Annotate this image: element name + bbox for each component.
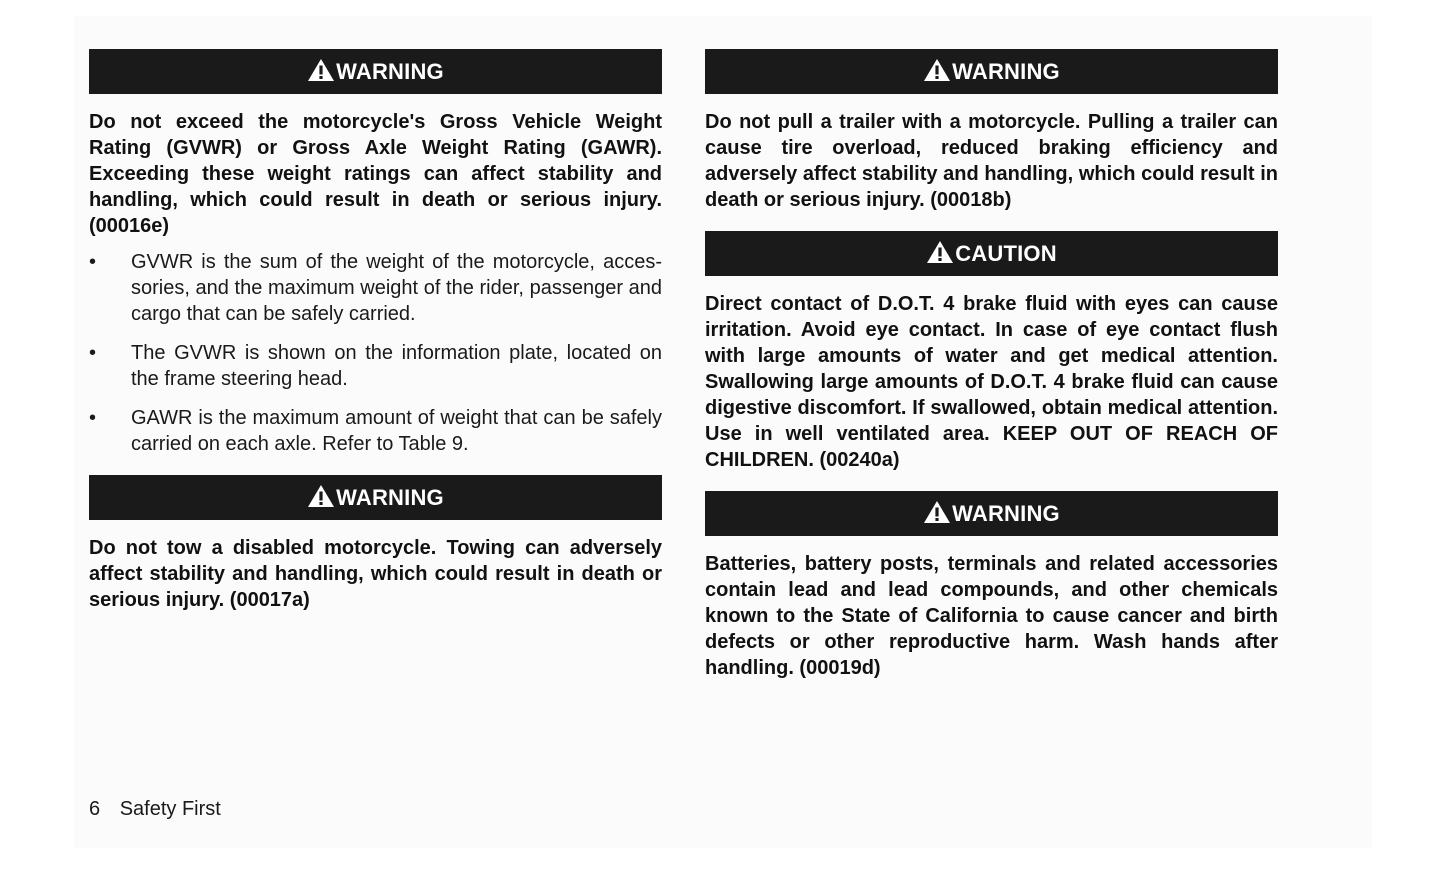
warning-message: Batteries, battery posts, terminals and related accessories contain lead and lead compounds, and other chemicals known to the State of California to cause cancer and birth defects or other reproductive harm. Wash hands after handling. (00019d)	[705, 553, 1278, 679]
caution-message: Direct contact of D.O.T. 4 brake fluid with eyes can cause irritation. Avoid eye contact. In case of eye contact flush with large amounts of water and get medical attention. Swallowing large amounts of D.O.T. 4 brake fluid can cause digestive discomfort. If swallowed, obtain medical attention. Use in well ventilated area. KEEP OUT OF REACH OF CHILDREN. (00240a)	[705, 293, 1278, 471]
warning-triangle-icon	[307, 58, 335, 82]
warning-label: WARNING	[952, 58, 1060, 84]
warning-triangle-icon	[926, 240, 954, 264]
warning-banner	[89, 49, 662, 94]
left-column	[89, 49, 662, 613]
warning-triangle-icon	[307, 484, 335, 508]
section-title: Safety First	[119, 798, 221, 820]
bullet-list	[89, 249, 662, 457]
caution-banner	[705, 231, 1278, 276]
caution-label: CAUTION	[955, 240, 1057, 266]
warning-message: Do not pull a trailer with a motorcycle. Pulling a trailer can cause tire overload, reduced braking efficiency and adversely affect stability and handling, which could result in death or serious injury. (00018b)	[705, 111, 1278, 211]
list-item	[89, 249, 662, 327]
bullet-symbol: •	[89, 407, 97, 429]
warning-triangle-icon	[923, 500, 951, 524]
list-item	[89, 405, 662, 457]
warning-banner	[89, 475, 662, 520]
warning-label: WARNING	[336, 484, 444, 510]
page-number: 6	[89, 798, 101, 820]
warning-banner	[705, 49, 1278, 94]
manual-page	[74, 16, 1372, 848]
list-item-text: GVWR is the sum of the weight of the motorcycle, accessories, and the maximum weight of the rider, passenger and cargo that can be safely carried.	[131, 251, 662, 325]
bullet-symbol: •	[89, 251, 97, 273]
page-footer	[89, 798, 221, 821]
warning-triangle-icon	[923, 58, 951, 82]
warning-banner	[705, 491, 1278, 536]
bullet-symbol: •	[89, 342, 97, 364]
list-item	[89, 340, 662, 392]
warning-label: WARNING	[336, 58, 444, 84]
warning-message: Do not exceed the motorcycle's Gross Vehicle Weight Rating (GVWR) or Gross Axle Weight Rating (GAWR). Exceeding these weight ratings can affect stability and handling, which could result in death or serious injury. (00016e)	[89, 111, 662, 237]
list-item-text: GAWR is the maximum amount of weight that can be safely carried on each axle. Refer to Table 9.	[131, 407, 662, 455]
list-item-text: The GVWR is shown on the information plate, located on the frame steering head.	[131, 342, 662, 390]
right-column	[705, 49, 1278, 681]
warning-message: Do not tow a disabled motorcycle. Towing can adversely affect stability and handling, which could result in death or serious injury. (00017a)	[89, 537, 662, 611]
warning-label: WARNING	[952, 500, 1060, 526]
